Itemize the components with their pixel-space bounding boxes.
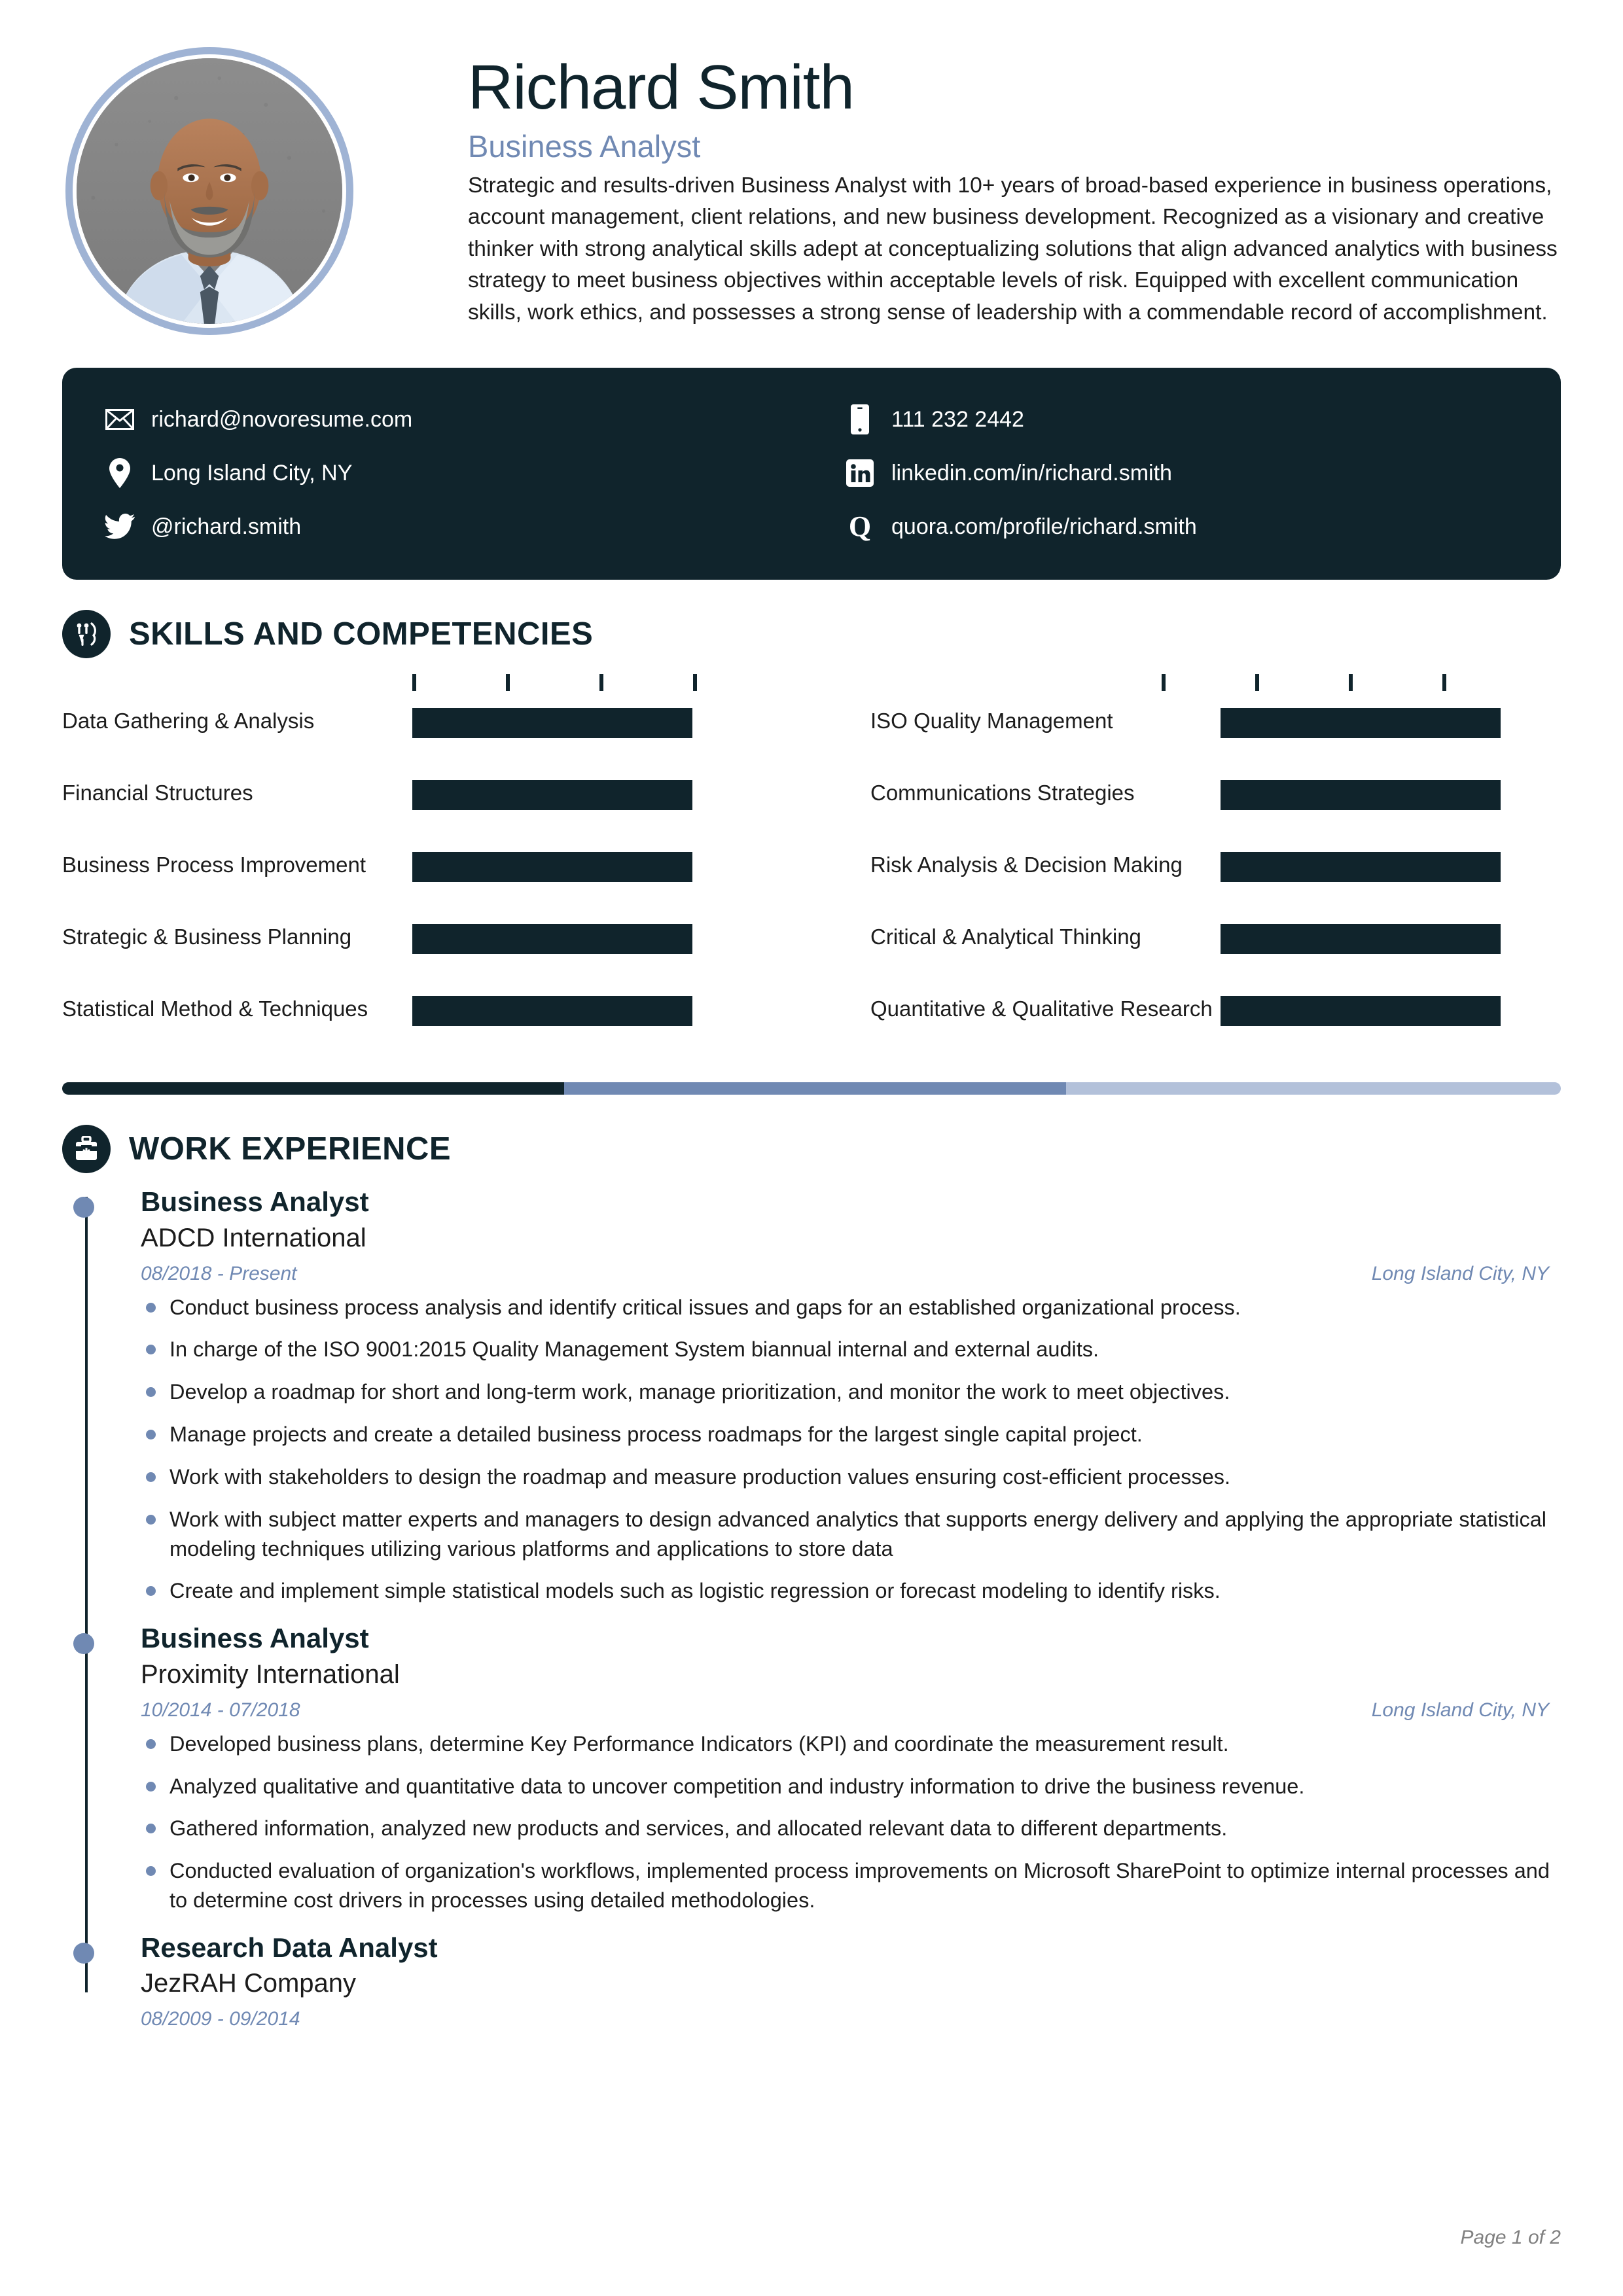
- experience-entry: [141, 1185, 1561, 1606]
- contact-item-quora[interactable]: [843, 500, 1520, 554]
- skill-item: [62, 848, 812, 920]
- divider-segment-2: [564, 1082, 1066, 1095]
- job-company: ADCD International: [141, 1223, 366, 1252]
- contact-email-text: richard@novoresume.com: [151, 407, 413, 432]
- contact-item-phone[interactable]: [843, 393, 1520, 446]
- experience-list: [62, 1185, 1561, 2029]
- skill-label: Risk Analysis & Decision Making: [870, 853, 1183, 877]
- scale-tick: [693, 674, 697, 691]
- skill-bar-fill: [1221, 996, 1501, 1026]
- timeline-dot: [73, 1633, 94, 1654]
- skill-bar-fill: [1221, 852, 1501, 882]
- skill-item: [870, 992, 1561, 1064]
- job-bullet-list: [141, 1293, 1561, 1606]
- skill-bar-track: [1221, 924, 1561, 954]
- contact-item-location[interactable]: [103, 446, 780, 500]
- job-location: Long Island City, NY: [1371, 1262, 1549, 1284]
- skill-item: [870, 776, 1561, 848]
- skill-label: Quantitative & Qualitative Research: [870, 997, 1213, 1021]
- profile-photo-illustration: [77, 58, 342, 324]
- scale-tick: [1162, 674, 1166, 691]
- skill-label: Statistical Method & Techniques: [62, 997, 368, 1021]
- experience-entry: [141, 1621, 1561, 1915]
- job-meta: [141, 2009, 1561, 2029]
- skill-bar-track: [412, 924, 812, 954]
- job-title: Business Analyst: [141, 1186, 369, 1217]
- skill-item: [62, 704, 812, 776]
- skill-bar-track: [1221, 852, 1561, 882]
- contact-item-linkedin[interactable]: [843, 446, 1520, 500]
- job-bullet: Create and implement simple statistical models such as logistic regression or forecast modeling to identify risks.: [141, 1576, 1561, 1606]
- section-progress-divider: [62, 1082, 1561, 1095]
- skills-gear-icon: [62, 610, 111, 658]
- location-pin-icon: [103, 456, 137, 490]
- quora-icon: [843, 510, 877, 544]
- job-meta: [141, 1701, 1561, 1720]
- timeline-dot: [73, 1197, 94, 1218]
- contact-quora-text: quora.com/profile/richard.smith: [891, 514, 1197, 539]
- resume-header: [62, 0, 1561, 335]
- twitter-icon: [103, 510, 137, 544]
- contact-location-text: Long Island City, NY: [151, 461, 353, 486]
- page-title: Richard Smith: [468, 52, 854, 122]
- job-bullet: Analyzed qualitative and quantitative data to uncover competition and industry information to drive the business revenue.: [141, 1772, 1561, 1801]
- scale-tick: [412, 674, 416, 691]
- skill-bar-track: [1221, 996, 1561, 1026]
- contact-linkedin-text: linkedin.com/in/richard.smith: [891, 461, 1172, 486]
- skill-bar-track: [1221, 708, 1561, 738]
- skill-label: Data Gathering & Analysis: [62, 709, 315, 733]
- job-company: Proximity International: [141, 1659, 400, 1689]
- job-bullet: In charge of the ISO 9001:2015 Quality Management System biannual internal and external audits.: [141, 1335, 1561, 1364]
- page-footer: Page 1 of 2: [1460, 2227, 1561, 2248]
- skills-section-title: SKILLS AND COMPETENCIES: [129, 616, 594, 652]
- job-bullet: Developed business plans, determine Key Performance Indicators (KPI) and coordinate the measurement result.: [141, 1729, 1561, 1759]
- scale-tick: [1255, 674, 1259, 691]
- briefcase-icon: [62, 1125, 111, 1173]
- skill-bar-fill: [1221, 924, 1501, 954]
- skill-bar-track: [412, 780, 812, 810]
- job-company: JezRAH Company: [141, 1969, 357, 1998]
- job-bullet: Gathered information, analyzed new products and services, and allocated relevant data to different departments.: [141, 1814, 1561, 1843]
- skill-label: Communications Strategies: [870, 781, 1135, 805]
- job-bullet: Conducted evaluation of organization's workflows, implemented process improvements on Microsoft SharePoint to optimize internal processes and to determine cost drivers in processes using detailed methodologies.: [141, 1856, 1561, 1915]
- svg-text:Q: Q: [848, 512, 872, 542]
- job-dates: 08/2009 - 09/2014: [141, 2008, 300, 2030]
- contact-phone-text: 111 232 2442: [891, 407, 1024, 432]
- phone-icon: [843, 402, 877, 436]
- skill-label: Strategic & Business Planning: [62, 925, 352, 949]
- skill-item: [870, 704, 1561, 776]
- scale-tick: [1349, 674, 1353, 691]
- job-bullet-list: [141, 1729, 1561, 1915]
- divider-segment-1: [62, 1082, 564, 1095]
- skill-label: Business Process Improvement: [62, 853, 366, 877]
- skill-item: [870, 920, 1561, 992]
- skill-item: [62, 992, 812, 1064]
- contact-column-right: [780, 393, 1520, 554]
- divider-segment-3: [1066, 1082, 1561, 1095]
- job-bullet: Manage projects and create a detailed business process roadmaps for the largest single capital project.: [141, 1420, 1561, 1449]
- skill-bar-track: [412, 852, 812, 882]
- job-role-subtitle: Business Analyst: [468, 129, 701, 164]
- skill-bar-fill: [412, 708, 692, 738]
- experience-entry: [141, 1931, 1561, 2030]
- scale-tick: [1442, 674, 1446, 691]
- contact-bar: [62, 368, 1561, 580]
- job-title: Business Analyst: [141, 1623, 369, 1654]
- job-location: Long Island City, NY: [1371, 1699, 1549, 1721]
- email-icon: [103, 402, 137, 436]
- timeline-dot: [73, 1943, 94, 1964]
- job-meta: [141, 1264, 1561, 1284]
- skills-grid: [62, 674, 1561, 1064]
- job-bullet: Develop a roadmap for short and long-term work, manage prioritization, and monitor the work to meet objectives.: [141, 1377, 1561, 1407]
- skill-bar-fill: [1221, 780, 1501, 810]
- skill-bar-fill: [412, 924, 692, 954]
- skill-item: [870, 848, 1561, 920]
- timeline-line: [85, 1197, 88, 1992]
- skill-bar-fill: [412, 780, 692, 810]
- contact-twitter-text: @richard.smith: [151, 514, 302, 539]
- scale-tick: [506, 674, 510, 691]
- job-title: Research Data Analyst: [141, 1932, 438, 1963]
- skill-bar-track: [412, 708, 812, 738]
- job-bullet: Conduct business process analysis and identify critical issues and gaps for an established organizational process.: [141, 1293, 1561, 1322]
- skills-scale-left: [62, 674, 812, 694]
- header-text-block: [353, 47, 1561, 329]
- skills-section-header: [62, 610, 1561, 658]
- experience-section-header: [62, 1125, 1561, 1173]
- contact-item-twitter[interactable]: [103, 500, 780, 554]
- skill-bar-fill: [412, 852, 692, 882]
- skills-column-left: [62, 674, 812, 1064]
- job-dates: 08/2018 - Present: [141, 1262, 297, 1284]
- avatar: [65, 47, 353, 335]
- skill-item: [62, 920, 812, 992]
- skill-item: [62, 776, 812, 848]
- job-dates: 10/2014 - 07/2018: [141, 1699, 300, 1721]
- skills-scale-right: [870, 674, 1561, 694]
- skill-bar-track: [412, 996, 812, 1026]
- skill-label: Critical & Analytical Thinking: [870, 925, 1141, 949]
- skills-column-right: [812, 674, 1561, 1064]
- skill-bar-track: [1221, 780, 1561, 810]
- job-bullet: Work with stakeholders to design the roadmap and measure production values ensuring cost-efficient processes.: [141, 1462, 1561, 1492]
- skill-label: ISO Quality Management: [870, 709, 1113, 733]
- contact-column-left: [103, 393, 780, 554]
- job-bullet: Work with subject matter experts and managers to design advanced analytics that supports energy delivery and applying the appropriate statistical modeling techniques utilizing various platforms and applications to store data: [141, 1505, 1561, 1564]
- experience-section-title: WORK EXPERIENCE: [129, 1131, 452, 1167]
- avatar-photo: [77, 58, 342, 324]
- skill-bar-fill: [412, 996, 692, 1026]
- profile-summary: Strategic and results-driven Business Analyst with 10+ years of broad-based experience in business operations, account management, client relations, and new business development. Recognized as a visionary and creative thinker with strong analytical skills adept at conceptualizing solutions that align advanced analytics with business strategy to meet business objectives within acceptable levels of risk. Equipped with excellent communication skills, work ethics, and possesses a strong sense of leadership with a commendable record of accomplishment.: [468, 173, 1558, 325]
- contact-item-email[interactable]: [103, 393, 780, 446]
- skill-label: Financial Structures: [62, 781, 253, 805]
- linkedin-icon: [843, 456, 877, 490]
- skill-bar-fill: [1221, 708, 1501, 738]
- scale-tick: [599, 674, 603, 691]
